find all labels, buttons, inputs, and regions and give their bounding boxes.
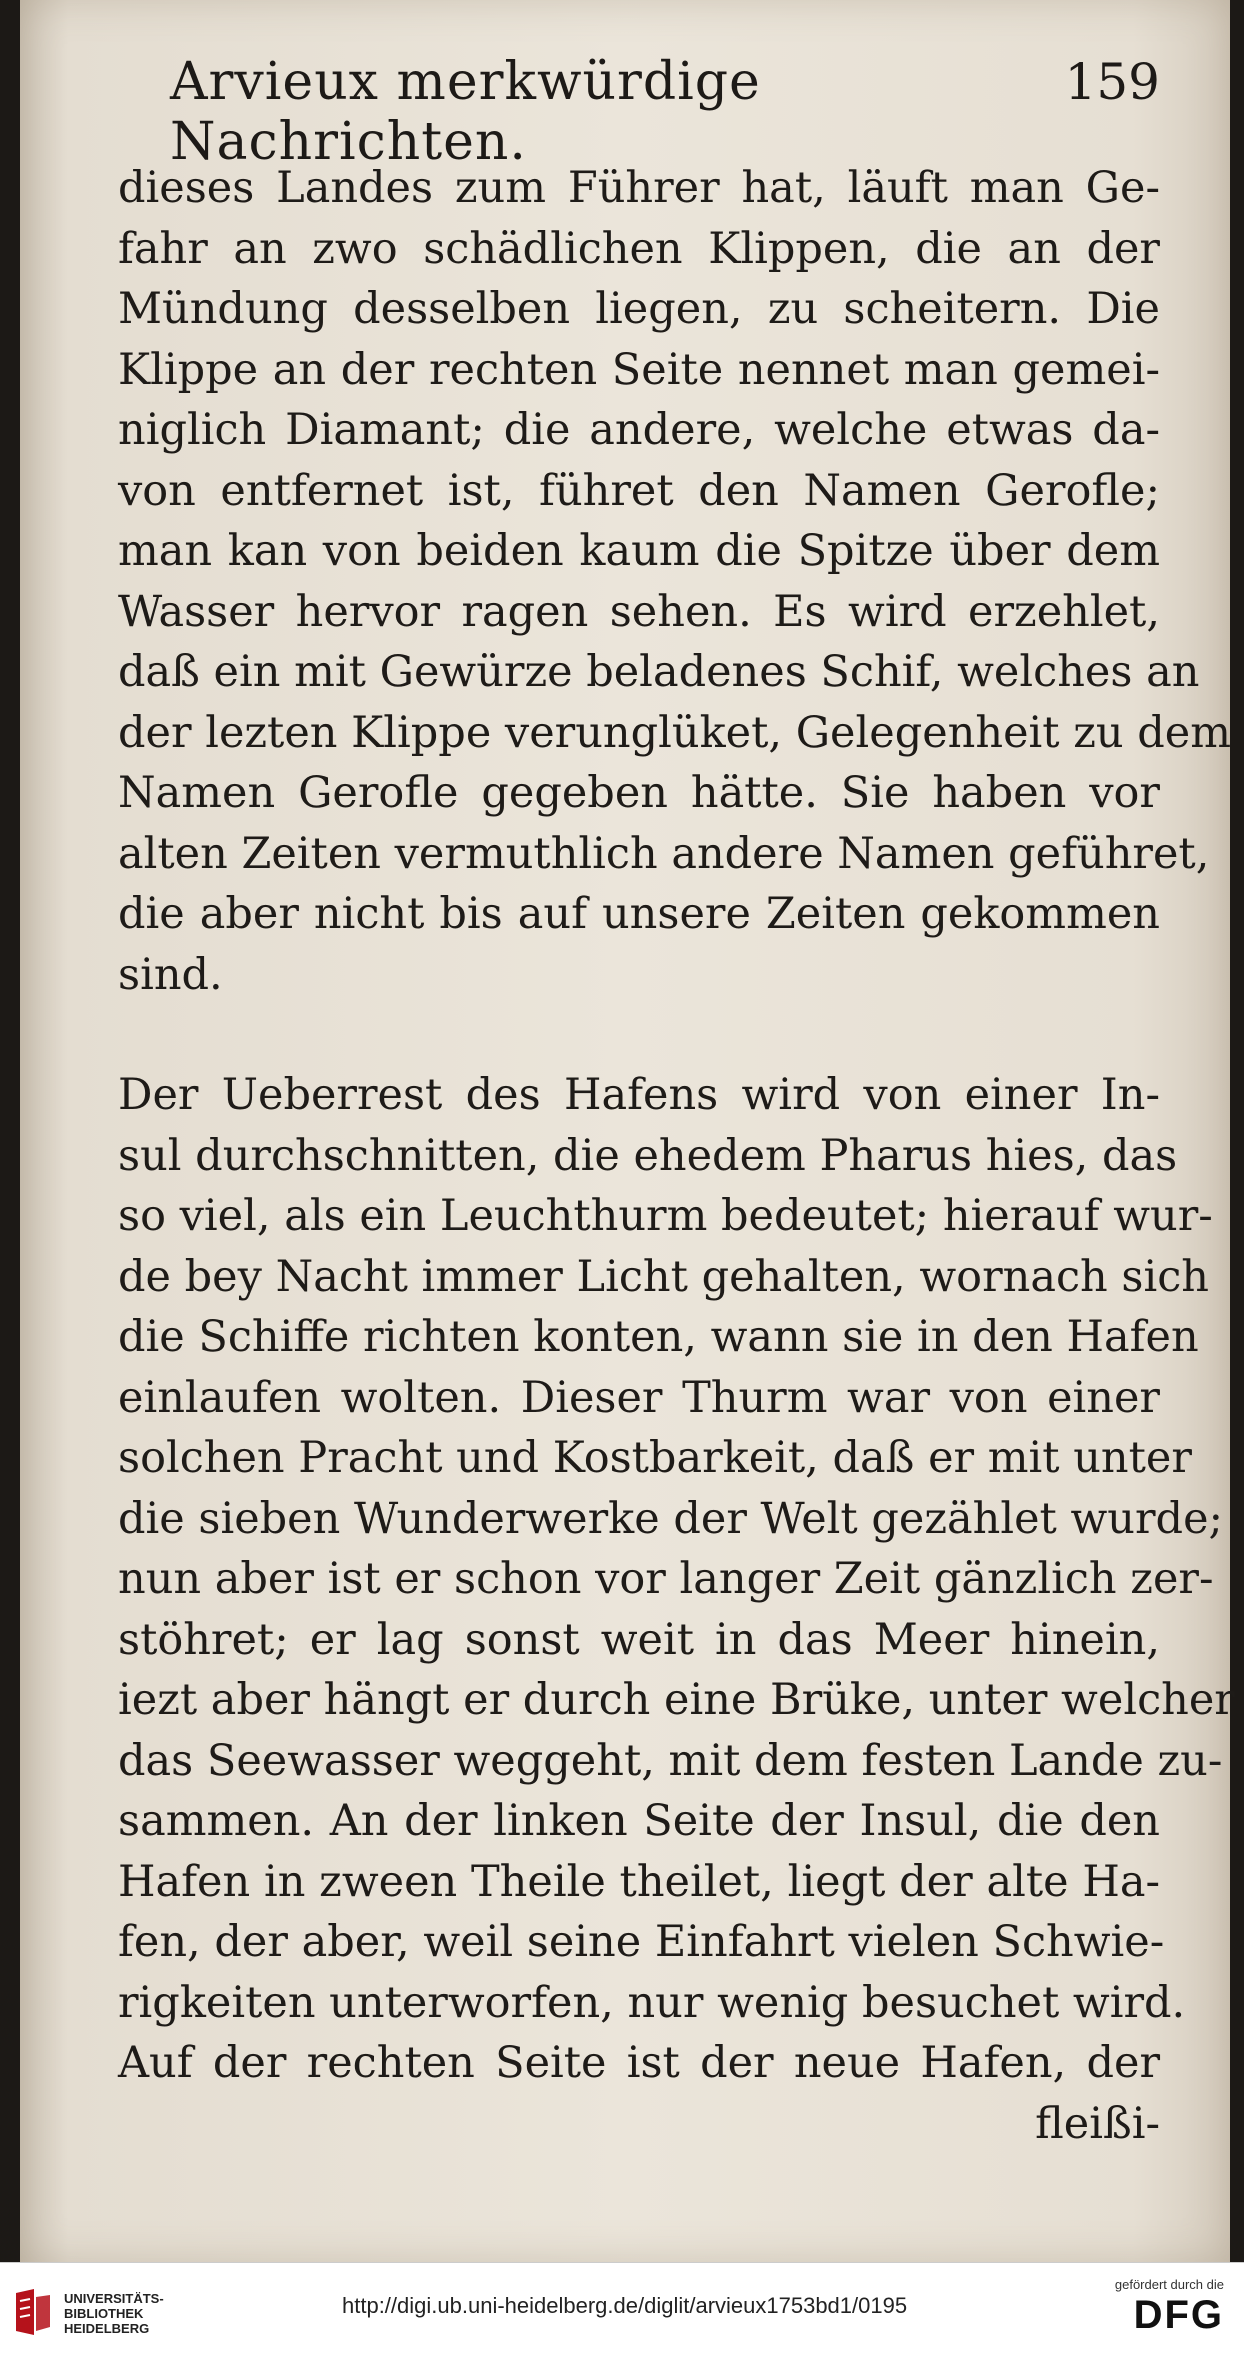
library-logo[interactable] bbox=[12, 2283, 312, 2343]
text-line: so viel, als ein Leuchthurm bedeutet; hierauf wur- bbox=[118, 1191, 1213, 1241]
text-line: sind. bbox=[118, 949, 223, 1000]
text-line: de bey Nacht immer Licht gehalten, wornach sich bbox=[118, 1251, 1209, 1302]
text-line: einlaufen wolten. Dieser Thurm war von einer bbox=[118, 1372, 1160, 1423]
text-line: Klippe an der rechten Seite nennet man gemei- bbox=[118, 344, 1160, 395]
text-line: von entfernet ist, führet den Namen Gerofle; bbox=[118, 465, 1160, 516]
text-line: die sieben Wunderwerke der Welt gezählet wurde; bbox=[118, 1493, 1224, 1544]
body-text bbox=[118, 158, 1235, 2154]
library-name-line: BIBLIOTHEK bbox=[64, 2305, 144, 2321]
library-name-line: HEIDELBERG bbox=[64, 2320, 150, 2336]
text-line: niglich Diamant; die andere, welche etwas da- bbox=[118, 405, 1160, 455]
sponsor-block bbox=[1094, 2277, 1224, 2347]
text-line: fen, der aber, weil seine Einfahrt vielen Schwie- bbox=[118, 1917, 1165, 1967]
text-line: Hafen in zween Theile theilet, liegt der alte Ha- bbox=[118, 1856, 1160, 1907]
text-line: das Seewasser weggeht, mit dem festen Lande zu- bbox=[118, 1735, 1223, 1786]
text-line: fahr an zwo schädlichen Klippen, die an der bbox=[118, 223, 1160, 274]
text-line: rigkeiten unterworfen, nur wenig besuchet wird. bbox=[118, 1977, 1186, 2028]
library-name-line: UNIVERSITÄTS- bbox=[64, 2290, 164, 2306]
text-line: sammen. An der linken Seite der Insul, die den bbox=[118, 1796, 1160, 1846]
paragraph-2 bbox=[118, 1065, 1235, 2154]
page-header bbox=[170, 52, 1160, 172]
text-line: Auf der rechten Seite ist der neue Hafen, der bbox=[118, 2038, 1160, 2088]
library-seal-icon bbox=[12, 2287, 54, 2339]
page-number: 159 bbox=[1064, 53, 1160, 111]
text-line: Namen Gerofle gegeben hätte. Sie haben vor bbox=[118, 768, 1160, 818]
text-line: daß ein mit Gewürze beladenes Schif, welches an bbox=[118, 647, 1200, 697]
text-line: alten Zeiten vermuthlich andere Namen geführet, bbox=[118, 828, 1210, 879]
dfg-logo[interactable]: DFG bbox=[1133, 2293, 1224, 2337]
text-line: Mündung desselben liegen, zu scheitern. Die bbox=[118, 284, 1160, 334]
text-line: stöhret; er lag sonst weit in das Meer hinein, bbox=[118, 1614, 1160, 1665]
book-page bbox=[20, 0, 1235, 2262]
text-line: Der Ueberrest des Hafens wird von einer In- bbox=[118, 1070, 1160, 1120]
paragraph-1 bbox=[118, 158, 1231, 1005]
permalink-url[interactable]: http://digi.ub.uni-heidelberg.de/diglit/arvieux1753bd1/0195 bbox=[342, 2293, 908, 2318]
paragraph-gap bbox=[118, 1005, 1160, 1065]
text-line: sul durchschnitten, die ehedem Pharus hies, das bbox=[118, 1130, 1178, 1181]
text-line: nun aber ist er schon vor langer Zeit gänzlich zer- bbox=[118, 1554, 1214, 1604]
viewer-footer bbox=[0, 2262, 1244, 2355]
sponsor-note: gefördert durch die bbox=[1114, 2277, 1224, 2292]
text-line: solchen Pracht und Kostbarkeit, daß er mit unter bbox=[118, 1433, 1192, 1483]
running-title: Arvieux merkwürdige Nachrichten. bbox=[170, 52, 761, 172]
library-name bbox=[64, 2291, 164, 2336]
text-line: iezt aber hängt er durch eine Brüke, unter welcher bbox=[118, 1675, 1235, 1725]
text-line: Wasser hervor ragen sehen. Es wird erzehlet, bbox=[118, 586, 1160, 637]
text-line: dieses Landes zum Führer hat, läuft man Ge- bbox=[118, 163, 1160, 213]
catchword: fleißi- bbox=[1035, 2098, 1160, 2149]
text-line: der lezten Klippe verunglüket, Gelegenheit zu dem bbox=[118, 707, 1231, 758]
text-line: man kan von beiden kaum die Spitze über dem bbox=[118, 526, 1160, 576]
text-line: die aber nicht bis auf unsere Zeiten gekommen bbox=[118, 889, 1160, 939]
text-line: die Schiffe richten konten, wann sie in den Hafen bbox=[118, 1312, 1199, 1362]
